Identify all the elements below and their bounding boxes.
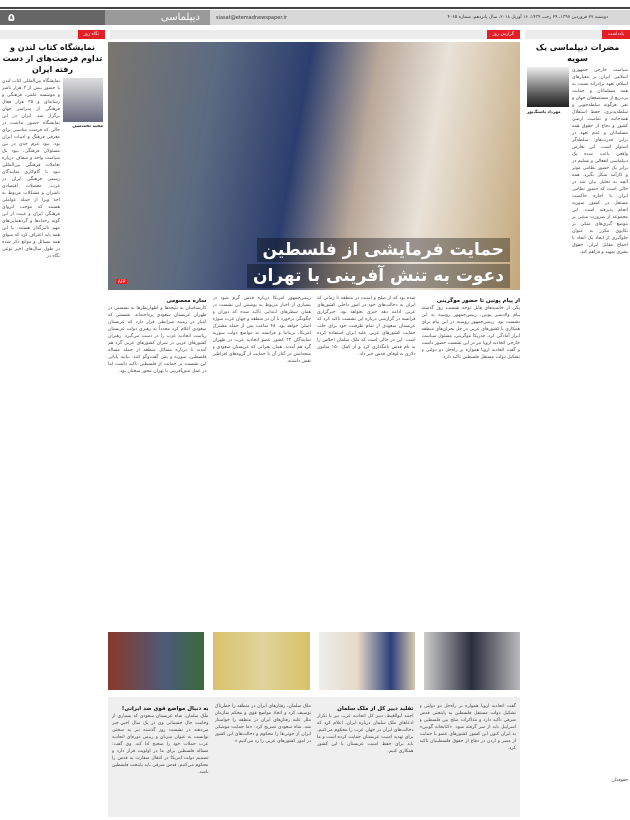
column-text: گفت اتحادیه اروپا همواره بر راه‌حل دو دولتی و تشکیل دولت مستقل فلسطین به پایتختی قدس شرقی تاکید دارد و مذاکرات صلح بین فلسطین و اسراییل باید از سر گرفته شود. «کتابخانه گوبین» به ایران کنون این کشور کشورهای عضو با حمایت از مصر و اردن در دفاع از حقوق فلسطینیان تاکید کرد. [419, 704, 516, 751]
date-line: دوشنبه ۲۷ فروردین ۱۳۹۷، ۲۹ رجب ۱۴۳۹، ۱۶ آوریل ۲۰۱۸، سال پانزدهم، شماره ۴۰۶۵ [447, 15, 608, 20]
label-text: یادداشت [602, 30, 630, 39]
author-name: مجید تخت‌شی [72, 124, 103, 129]
signature: حقوقدان [611, 778, 628, 783]
photo [424, 632, 520, 690]
box-column [317, 703, 414, 809]
column-text: ملک سلمان، رفتارهای ایران در منطقه را خطرناک توصیف کرد و اتخاذ مواضع قوی و محکم سازمان ملل علیه رفتارهای ایران در منطقه را خواستار شد. شاه سعودی تصریح کرد: «ما حمایت موشکی ایران از حوثی‌ها را محکوم و دخالت‌های این کشور در امور کشورهای عربی را رد می‌کنیم.» [214, 704, 311, 744]
subheading: تقلید دبیر کل از ملک سلمان [337, 706, 414, 712]
report-column [213, 295, 312, 620]
author-name: مهرداد پاشنگ‌پور [527, 109, 561, 114]
photo-credit: AFP [118, 279, 126, 284]
bottom-box [108, 697, 520, 817]
column-text: ملک سلمان، شاه عربستان سعودی که بسیاری از وخامت حال جسمانی وی در یک سال اخیر خبر می‌دهند در نشست روز گذشته نیز به سختی توانست به عنوان میزبان و رییس دوره‌ای اتحادیه عرب حملات خود را صحیح ادا کند. وی گفت: مساله فلسطین برای ما در اولویت قرار دارد و تصمیم دولت امریکا در انتقال سفارت به قدس را محکوم می‌کنیم. قدس شرقی باید پایتخت فلسطین باشد. [112, 714, 209, 775]
label-text: گزارش روز [487, 30, 521, 39]
photo [213, 632, 309, 690]
column-text: یکی از حاشیه‌های قابل توجه نشست روز گذشته پیام ولادیمیر پوتین، رییس‌جمهور روسیه به این نشست بود. رییس‌جمهور روسیه در این پیام برای همکاری با کشورهای عربی در حل بحران‌های منطقه ابراز آمادگی کرد. فدریکا موگرینی، مسئول سیاست خارجی اتحادیه اروپا نیز در این نشست حضور داشت و گفت اتحادیه اروپا همواره بر راه‌حل دو دولتی و تشکیل دولت مستقل فلسطین تاکید دارد. [421, 306, 520, 360]
report-column [108, 295, 207, 620]
box-column [112, 703, 209, 809]
subheading: به دنبال مواضع قوی ضد ایرانی! [121, 706, 209, 712]
article-body: نمایشگاه بین‌المللی کتاب لندن با حضور بیش از ۲ هزار ناشر و موسسه علمی، فرهنگی و رسانه‌ای و ۲۵ هزار فعال فرهنگی از سراسر جهان برگزار شد. ایران در این نمایشگاه حضور نداشت در حالی که فرصت مناسبی برای معرفی فرهنگ و ادبیات ایران بود. نبود عزم جدی در بین مسئولان فرهنگی، نبود یک سیاست واحد و شفاف درباره تعاملات فرهنگی بین‌المللی نبود با گام‌کاری نمایندگان رسمی فرهنگی ایران در غرب، معضلات اقتصادی ناشران و مشکلات مربوط به اخذ ویزا از جمله عواملی هستند که موجب انزوای فرهنگی ایران و غیبت از این گونه رخدادها و گردهمایی‌های مهم تاثیرگذار هستند. با این همه باید اعتراف کرد که سوای همه مسائل و موانع ذکر شده در طول سال‌های اخیر نوعی نگاه در [2, 79, 60, 259]
headline [247, 238, 510, 290]
subheading: از پیام پوتین تا حضور موگرینی [436, 298, 520, 304]
top-rule [0, 7, 630, 9]
headline-line: حمایت فرمایشی از فلسطین [257, 238, 510, 262]
photo [108, 632, 204, 690]
author-photo [527, 67, 569, 114]
article-body: سیاست خارجی جمهوری اسلامی ایران بر معیارهای اسلام، تعهد برادرانه نسبت به همه مسلمانان و حمایت بی‌دریغ از مستضعفان جهان و نفی هرگونه سلطه‌جویی و سلطه‌پذیری، حفظ استقلال همه‌جانبه و تمامیت ارضی کشور و دفاع از حقوق همه مسلمانان و عدم تعهد در برابر قدرت‌های سلطه‌گر استوار است. این تعارض واقعی باعث شده یک دیپلماسی انفعالی و تسلیم در برابر یک حضور نظامی موثر و کارآمد شکل بگیرد. همه آنچه به تحلیل بیان شد در حالی است که حضور نظامی ایران با اجازه حاکمیت مستقل در کشور سوریه انجام پذیرفته است. این مجموعه از ضرورت مبتنی بر موضع گیری‌های متکی بر تکاپوی مکرر به عنوان جلوگیری از ایجاد یک اتحاد با اجماع مقابل ایران. حقوق بشری تمهید و فراهم کند. [572, 68, 628, 255]
report-column [422, 295, 521, 620]
left-article [2, 42, 103, 817]
column-text: کارشناسان به نتیجه‌ها و اظهارنظرها به نشستی در ظهران عربستان سعودی پرداخته‌اند. نشستی که اینبار در زمینه شرایطی قرار دارد که عربستان سعودی اعلام کرد مجدداً به رهبری دولت عربستان ریاست اتحادیه عرب را در دست می‌گیرد. رهبران کشورهای عربی در سران کشورهای عربی گرد هم آمدند تا درباره مسائل منطقه از جمله مساله فلسطین، سوریه و یمن گفت‌وگو کنند. بیانیه پایانی این نشست بر حمایت از فلسطین تاکید داشت اما در عمل تنش‌آفرینی با تهران محور سخنان بود. [108, 306, 207, 374]
label-text: نگاه روز [78, 30, 105, 39]
contact-email[interactable]: siasat@etemadnewspaper.ir [216, 14, 287, 21]
column-text: احمد ابوالغیط، دبیر کل اتحادیه عرب نیز با تکرار ادعاهای ملک سلمان درباره ایران، اعلام کرد که دخالت‌های ایران در جهان عرب را محکوم می‌کنیم. برای تهدید امنیت عربستان حمایت کرده است و ما باید برای حفظ امنیت عربستان با این کشور همکاری کنیم. [317, 714, 414, 754]
column-text: شده بود که از صلح و امنیت در منطقه تا زمانی که ایران به دخالت‌های خود در امور داخلی کشورهای عربی ادامه دهد خبری نخواهد بود. خبرگزاری فرانسه در گزارشی درباره این نشست تاکید کرد که عربستان سعودی از تمام ظرفیت خود برای جلب حمایت کشورهای عربی علیه ایران استفاده کرده است. این در حالی است که ملک سلمان اجلاس را به نام قدس نامگذاری کرد و از کمک ۱۵۰ میلیون دلاری به اوقاف قدس خبر داد. [317, 296, 416, 357]
report-column [317, 295, 416, 620]
section-name: دیپلماسی [105, 10, 210, 25]
article-title: نمایشگاه کتاب لندن و تداوم فرصت‌های از دست رفته ایران [2, 43, 103, 74]
label-middle [110, 30, 520, 39]
box-column [420, 703, 517, 809]
column-text: رییس‌جمهور امریکا درباره قدس گرم شود در بسیاری از اخبار مربوط به پوشش این نشست در همان سطرهای ابتدایی تاکید شده که دوران و چگونگی برخورد با آن در منطقه و جهان عرب سوژه اصلی خواهد بود. ۴۸ ساعت پس از حمله مشترک امریکا، بریتانیا و فرانسه به مواضع دولت سوریه نمایندگان ۲۲ کشور عضو اتحادیه عرب در ظهران گرد هم آمدند. همان بحرانی که عربستان سعودی و متحدانش در آغاز آن با حمایت از گروه‌های افراطی نقش داشتند. [212, 296, 311, 364]
label-left [0, 30, 105, 39]
box-column [215, 703, 312, 809]
main-photo [108, 42, 520, 290]
label-right [525, 30, 630, 39]
page-number: ۵ [0, 10, 105, 25]
page-header [0, 10, 630, 25]
author-name: ساره معصومی [166, 298, 207, 304]
author-photo [63, 78, 103, 129]
photo-strip [108, 632, 520, 690]
right-article [527, 42, 628, 817]
article-title: مضرات دیپلماسی یک سویه [535, 43, 620, 63]
photo [319, 632, 415, 690]
report-columns [108, 295, 520, 620]
headline-line: دعوت به تنش آفرینی با تهران [247, 264, 510, 288]
